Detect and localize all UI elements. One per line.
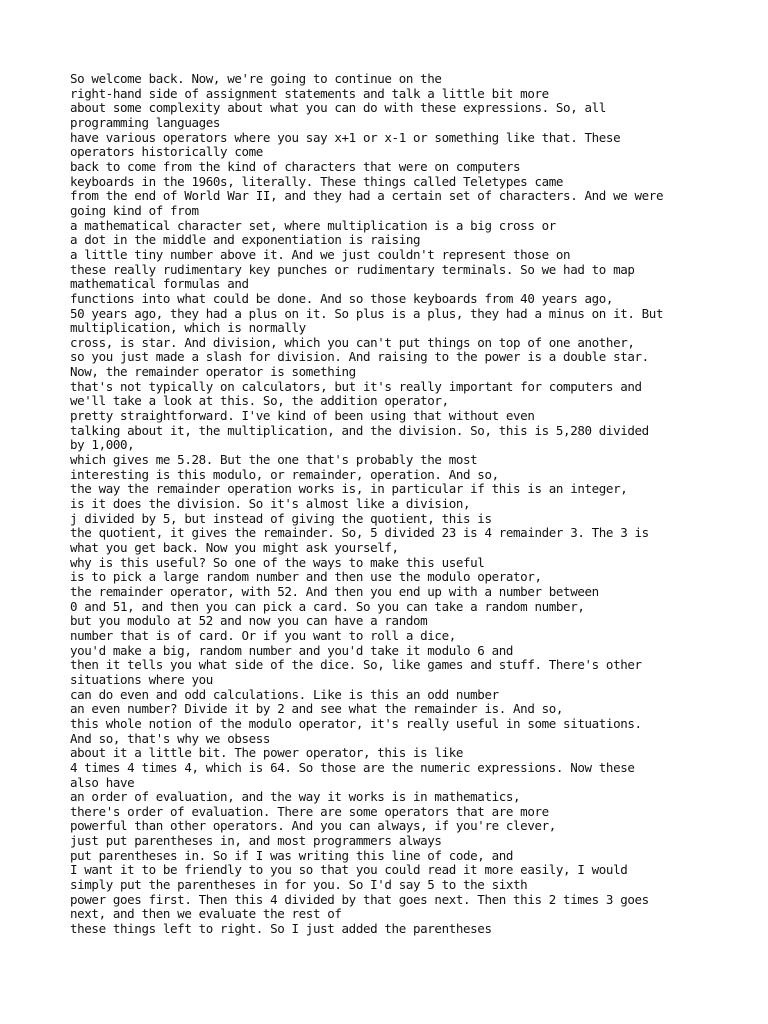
text-line: but you modulo at 52 and now you can have a random	[70, 613, 428, 629]
text-line: back to come from the kind of characters that were on computers	[70, 158, 521, 174]
text-line: simply put the parentheses in for you. So I'd say 5 to the sixth	[70, 877, 528, 893]
text-line: put parentheses in. So if I was writing this line of code, and	[70, 847, 514, 863]
text-line: power goes first. Then this 4 divided by that goes next. Then this 2 times 3 goes	[70, 891, 649, 907]
text-line: which gives me 5.28. But the one that's probably the most	[70, 452, 478, 468]
text-line: 0 and 51, and then you can pick a card. So you can take a random number,	[70, 598, 585, 614]
text-line: operators historically come	[70, 144, 263, 160]
text-line: a dot in the middle and exponentiation is raising	[70, 232, 421, 248]
text-line: the quotient, it gives the remainder. So, 5 divided 23 is 4 remainder 3. The 3 is	[70, 525, 649, 541]
text-line: a little tiny number above it. And we just couldn't represent those on	[70, 246, 571, 262]
text-line: powerful than other operators. And you can always, if you're clever,	[70, 818, 556, 834]
text-line: right-hand side of assignment statements and talk a little bit more	[70, 85, 549, 101]
text-line: And so, that's why we obsess	[70, 730, 271, 746]
text-line: just put parentheses in, and most programmers always	[70, 833, 442, 849]
text-line: interesting is this modulo, or remainder, operation. And so,	[70, 466, 499, 482]
text-line: 50 years ago, they had a plus on it. So plus is a plus, they had a minus on it. But	[70, 305, 664, 321]
text-line: I want it to be friendly to you so that you could read it more easily, I would	[70, 862, 628, 878]
text-line: situations where you	[70, 671, 213, 687]
text-line: that's not typically on calculators, but it's really important for computers and	[70, 378, 642, 394]
text-line: so you just made a slash for division. And raising to the power is a double star.	[70, 349, 649, 365]
text-line: functions into what could be done. And so those keyboards from 40 years ago,	[70, 290, 614, 306]
text-line: going kind of from	[70, 202, 199, 218]
text-line: these things left to right. So I just added the parentheses	[70, 921, 492, 937]
text-line: multiplication, which is normally	[70, 320, 306, 336]
text-line: keyboards in the 1960s, literally. These things called Teletypes came	[70, 173, 564, 189]
text-line: an even number? Divide it by 2 and see what the remainder is. And so,	[70, 701, 564, 717]
text-line: we'll take a look at this. So, the addition operator,	[70, 393, 449, 409]
text-line: 4 times 4 times 4, which is 64. So those are the numeric expressions. Now these	[70, 759, 635, 775]
text-line: have various operators where you say x+1 or x-1 or something like that. These	[70, 129, 621, 145]
text-line: why is this useful? So one of the ways to make this useful	[70, 554, 485, 570]
text-line: programming languages	[70, 114, 221, 130]
text-line: from the end of World War II, and they had a certain set of characters. And we were	[70, 188, 664, 204]
text-line: j divided by 5, but instead of giving the quotient, this is	[70, 510, 492, 526]
text-line: also have	[70, 774, 135, 790]
text-line: is it does the division. So it's almost like a division,	[70, 496, 471, 512]
text-line: talking about it, the multiplication, and the division. So, this is 5,280 divided	[70, 422, 649, 438]
text-line: can do even and odd calculations. Like is this an odd number	[70, 686, 499, 702]
text-line: number that is of card. Or if you want to roll a dice,	[70, 627, 456, 643]
text-line: is to pick a large random number and then use the modulo operator,	[70, 569, 542, 585]
transcript-text-block	[70, 72, 760, 937]
text-line: then it tells you what side of the dice. So, like games and stuff. There's other	[70, 657, 642, 673]
text-line: the way the remainder operation works is, in particular if this is an integer,	[70, 481, 628, 497]
text-line: there's order of evaluation. There are some operators that are more	[70, 803, 549, 819]
text-line: this whole notion of the modulo operator, it's really useful in some situations.	[70, 715, 642, 731]
text-line: the remainder operator, with 52. And then you end up with a number between	[70, 583, 599, 599]
text-line: Now, the remainder operator is something	[70, 364, 356, 380]
text-line: cross, is star. And division, which you can't put things on top of one another,	[70, 334, 635, 350]
text-line: these really rudimentary key punches or rudimentary terminals. So we had to map	[70, 261, 635, 277]
text-line: pretty straightforward. I've kind of been using that without even	[70, 408, 535, 424]
text-line: by 1,000,	[70, 437, 135, 453]
text-line: So welcome back. Now, we're going to continue on the	[70, 71, 442, 86]
text-line: next, and then we evaluate the rest of	[70, 906, 342, 922]
text-line: mathematical formulas and	[70, 276, 249, 292]
text-line: an order of evaluation, and the way it works is in mathematics,	[70, 789, 521, 805]
text-line: what you get back. Now you might ask yourself,	[70, 540, 399, 555]
text-line: about some complexity about what you can do with these expressions. So, all	[70, 100, 606, 116]
text-line: a mathematical character set, where multiplication is a big cross or	[70, 217, 556, 233]
text-line: about it a little bit. The power operator, this is like	[70, 745, 464, 761]
text-line: you'd make a big, random number and you'd take it modulo 6 and	[70, 642, 514, 658]
